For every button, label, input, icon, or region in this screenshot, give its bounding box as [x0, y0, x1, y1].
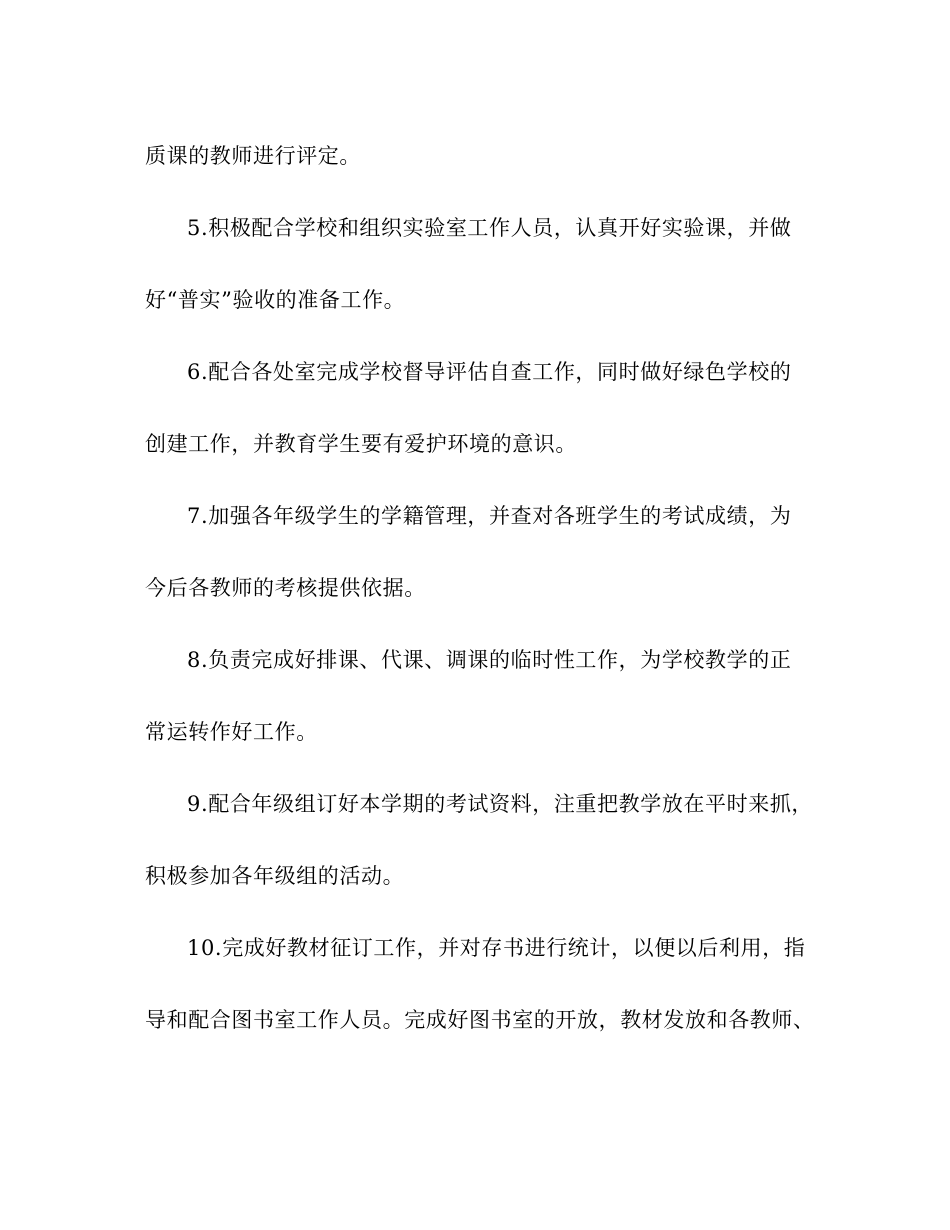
paragraph-line: 质课的教师进行评定。 [145, 144, 361, 168]
paragraph-line: 常运转作好工作。 [145, 720, 318, 744]
paragraph-line: 导和配合图书室工作人员。完成好图书室的开放，教材发放和各教师、 [145, 1008, 815, 1032]
paragraph-line: 9.配合年级组订好本学期的考试资料，注重把教学放在平时来抓， [187, 792, 814, 816]
paragraph-line: 积极参加各年级组的活动。 [145, 864, 405, 888]
paragraph-line: 6.配合各处室完成学校督导评估自查工作，同时做好绿色学校的 [187, 360, 792, 384]
paragraph-line: 5.积极配合学校和组织实验室工作人员，认真开好实验课，并做 [187, 216, 792, 240]
paragraph-line: 今后各教师的考核提供依据。 [145, 576, 426, 600]
paragraph-line: 10.完成好教材征订工作，并对存书进行统计，以便以后利用，指 [187, 936, 806, 960]
paragraph-line: 创建工作，并教育学生要有爱护环境的意识。 [145, 432, 577, 456]
paragraph-line: 7.加强各年级学生的学籍管理，并查对各班学生的考试成绩，为 [187, 504, 792, 528]
paragraph-line: 好“普实”验收的准备工作。 [145, 288, 406, 312]
paragraph-line: 8.负责完成好排课、代课、调课的临时性工作，为学校教学的正 [187, 648, 792, 672]
